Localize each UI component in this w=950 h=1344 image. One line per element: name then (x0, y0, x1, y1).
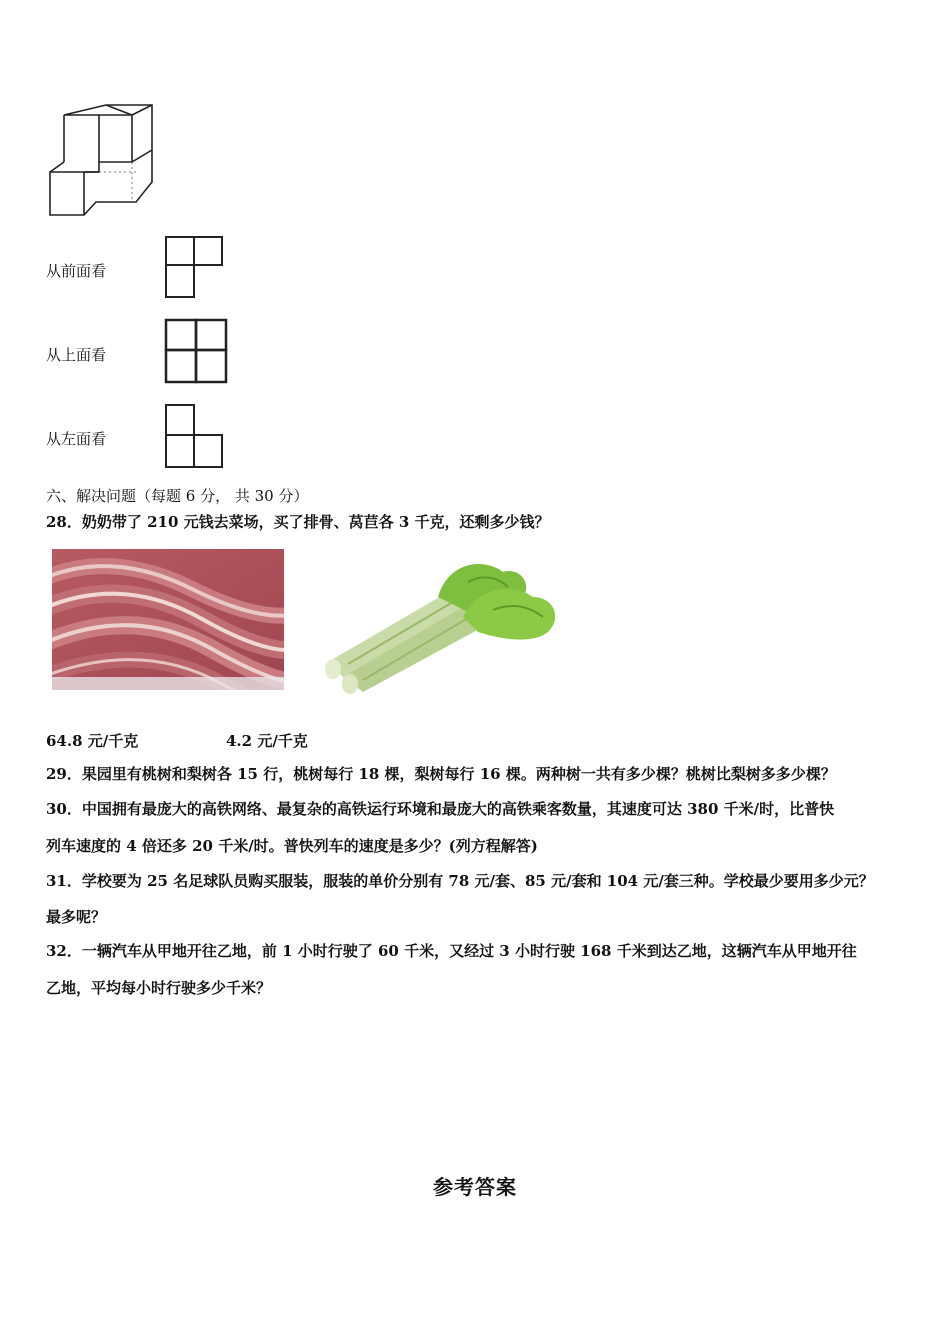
question-31-line1: 31．学校要为 25 名足球队员购买服装，服装的单价分别有 78 元/套、85 元/套和 104 元/套三种。学校最少要用多少元？ (46, 872, 874, 890)
front-view-figure (164, 235, 224, 299)
lettuce-price: 4.2 元/千克 (226, 732, 308, 750)
question-31-line2: 最多呢？ (46, 908, 107, 926)
celtuce-image (318, 552, 564, 694)
question-29: 29．果园里有桃树和梨树各 15 行，桃树每行 18 棵，梨树每行 16 棵。两种树一共有多少棵？桃树比梨树多多少棵？ (46, 765, 836, 783)
question-32-line2: 乙地，平均每小时行驶多少千米？ (46, 979, 272, 997)
question-30-line2: 列车速度的 4 倍还多 20 千米/时。普快列车的速度是多少？(列方程解答) (46, 837, 538, 855)
top-view-figure (164, 318, 228, 384)
left-view-figure (164, 403, 226, 469)
question-28: 28．奶奶带了 210 元钱去菜场，买了排骨、莴苣各 3 千克，还剩多少钱？ (46, 513, 550, 531)
question-32-line1: 32．一辆汽车从甲地开往乙地，前 1 小时行驶了 60 千米，又经过 3 小时行驶 168 千米到达乙地，这辆汽车从甲地开往 (46, 942, 857, 960)
ribs-price: 64.8 元/千克 (46, 732, 139, 750)
pork-ribs-image (52, 549, 284, 690)
cube-solid-figure (44, 100, 159, 220)
section-heading: 六、解决问题（每题 6 分， 共 30 分） (46, 487, 309, 505)
front-view-label: 从前面看 (46, 262, 107, 280)
answers-title: 参考答案 (433, 1175, 517, 1199)
top-view-label: 从上面看 (46, 346, 107, 364)
left-view-label: 从左面看 (46, 430, 107, 448)
question-30-line1: 30．中国拥有最庞大的高铁网络、最复杂的高铁运行环境和最庞大的高铁乘客数量，其速度可达 380 千米/时，比普快 (46, 800, 835, 818)
